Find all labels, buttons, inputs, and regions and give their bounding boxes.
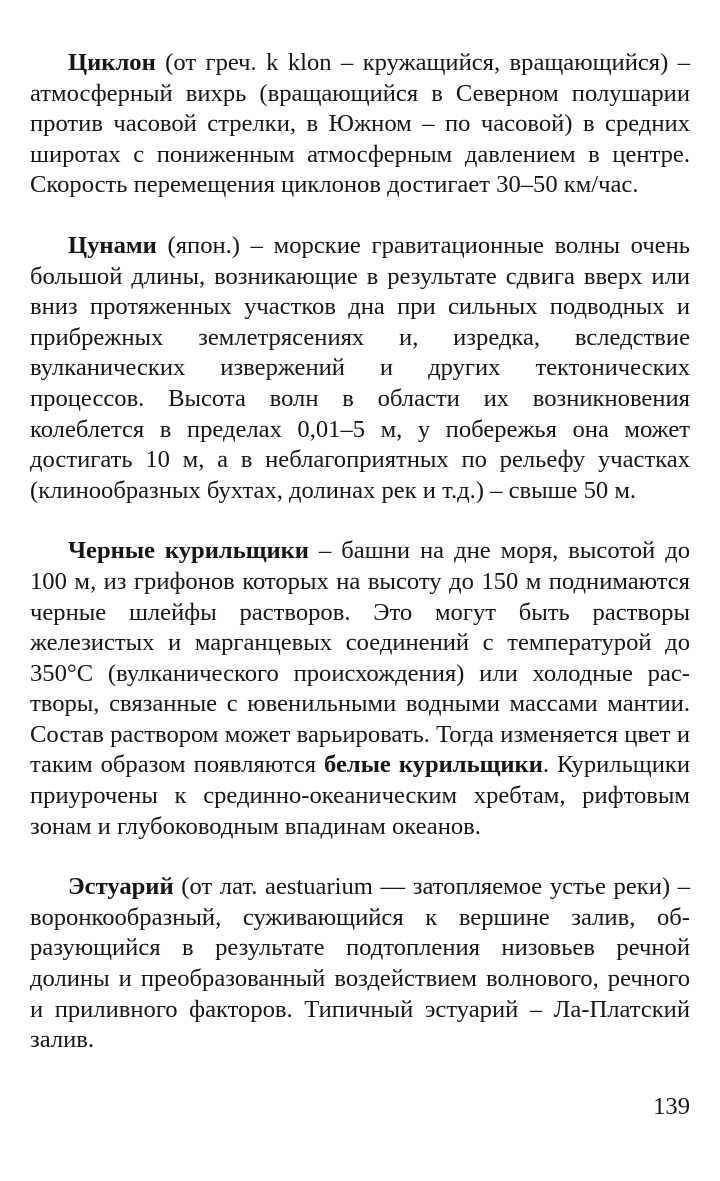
entry-estuary xyxy=(30,872,690,1056)
entry-term: Циклон xyxy=(68,49,156,76)
entry-tsunami xyxy=(30,231,690,506)
entry-term: Эстуарий xyxy=(68,873,174,901)
entry-definition: (от греч. k klon – кружащийся, вращающийся) – атмосферный вихрь (вращающийся в Северном полушарии против часовой стрелки, в Южном – по часовой) в средних широтах с пониженным атмосферным давлением в центре. Скорость перемещения циклонов достигает 30–50 км/час. xyxy=(30,49,690,199)
entry-definition: (япон.) – морские гравитационные волны очень большой длины, возникающие в результате сдвига вверх или вниз протяженных участков дна при сильных подводных и прибрежных землетрясениях и, изредка, вследствие вулканических извержений и других тектонических процессов. Высота волн в области их возникновения колеблется в пределах 0,01–5 м, у побережья она может достигать 10 м, а в неблагоприятных по рельефу участках (клинообразных бухтах, долинах рек и т.д.) – свыше 50 м. xyxy=(30,231,690,504)
entry-term: Черные курильщики xyxy=(68,537,309,565)
entry-term-inline: белые курильщики xyxy=(324,751,543,779)
page-text xyxy=(30,48,690,1056)
page-number: 139 xyxy=(653,1093,690,1120)
entry-definition: – башни на дне моря, высотой до 100 м, из грифонов которых на высоту до 150 м поднимаются черные шлейфы растворов. Это могут быть растворы железистых и марганцевых соединений с температурой до 350°С (вулканического происхождения) или холодные растворы, связанные с ювенильными водными массами мантии. Состав раствором может варьировать. Тогда изменяется цвет и таким образом появляются xyxy=(30,537,690,779)
entry-definition-continued: . Курильщики приурочены к срединно-океаническим хребтам, рифтовым зонам и глубоководным впадинам океанов. xyxy=(30,751,691,840)
entry-cyclone xyxy=(30,48,690,201)
entry-definition: (от лат. aestuarium — затопляемое устье реки) – воронкообразный, суживающийся к вершине залив, образующийся в результате подтопления низовьев речной долины и преобразованный воздействием волнового, речного и приливного факторов. Типичный эстуарий – Ла-Платский залив. xyxy=(30,873,690,1054)
entry-term: Цунами xyxy=(68,231,157,259)
entry-black-smokers xyxy=(30,536,690,842)
